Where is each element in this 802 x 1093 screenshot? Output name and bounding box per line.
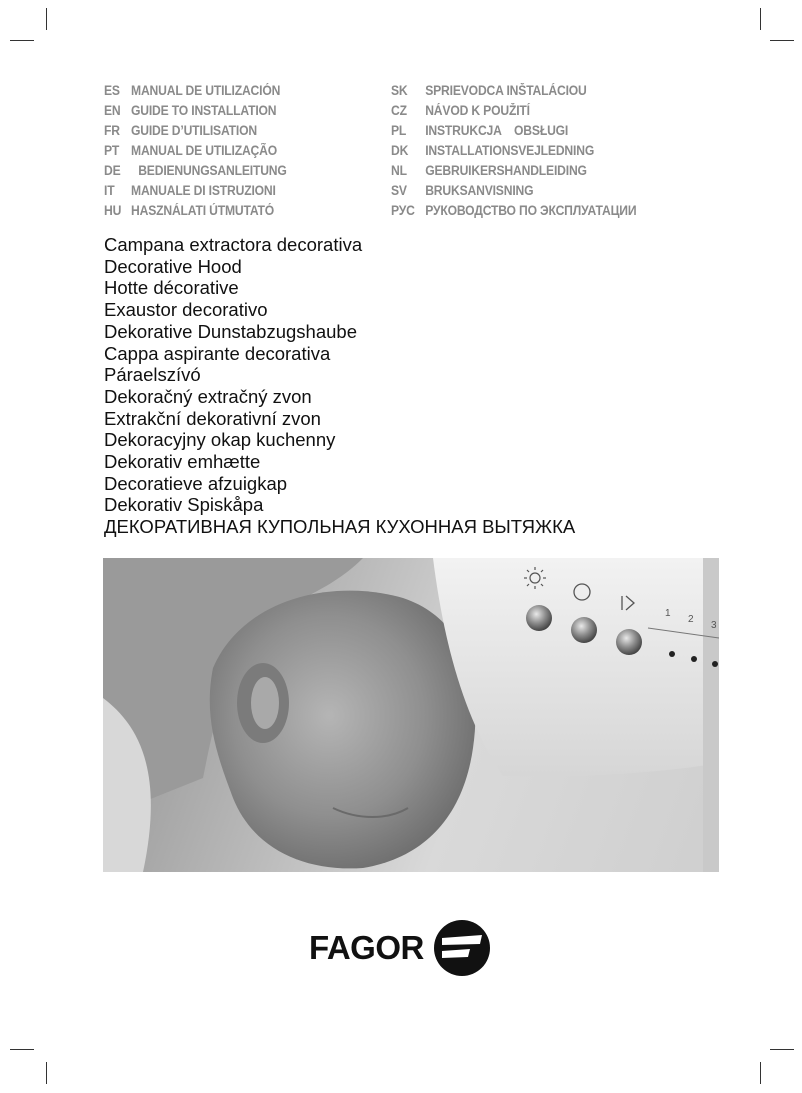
crop-mark [10,1049,34,1050]
language-code: ES [104,82,120,98]
language-entry [104,80,287,100]
language-label: BEDIENUNGSANLEITUNG [138,162,287,178]
language-entry [391,180,636,200]
language-entry [104,200,287,220]
language-entry [391,140,636,160]
language-entry [104,120,287,140]
language-list-left [104,80,307,220]
language-code: EN [104,102,121,118]
product-title: Páraelszívó [104,364,201,386]
language-entry [391,100,636,120]
product-title: Decoratieve afzuigkap [104,472,288,494]
crop-mark [46,8,47,30]
product-title: Hotte décorative [104,277,239,299]
product-title: Exaustor decorativo [104,299,268,321]
language-entry [391,200,636,220]
language-code: HU [104,202,122,218]
cover-photo [103,558,719,872]
crop-mark [760,8,761,30]
language-label: MANUALE DI ISTRUZIONI [131,182,276,198]
language-code: DE [104,162,121,178]
product-title: ДЕКОРАТИВНАЯ КУПОЛЬНАЯ КУХОННАЯ ВЫТЯЖКА [104,516,576,538]
product-title: Cappa aspirante decorativa [104,342,331,364]
language-code: PL [391,122,407,138]
language-entry [104,100,287,120]
product-title: Dekorativ Spiskåpa [104,494,264,516]
language-label: HASZNÁLATI ÚTMUTATÓ [131,202,275,218]
speed-label-2: 2 [688,614,694,625]
speed-label-3: 3 [711,620,717,631]
power-button [571,617,597,643]
language-code: SV [391,182,407,198]
language-label: РУКОВОДСТВО ПО ЭКСПЛУАТАЦИИ [425,202,637,218]
language-label: BRUKSANVISNING [425,182,534,198]
language-label: MANUAL DE UTILIZAÇÃO [131,142,278,158]
crop-mark [46,1062,47,1084]
language-label: GUIDE TO INSTALLATION [131,102,277,118]
language-code: NL [391,162,407,178]
speed-led-2 [691,656,697,662]
language-entry [104,160,287,180]
light-button [526,605,552,631]
language-code: CZ [391,102,407,118]
speed-label-1: 1 [665,608,671,619]
product-title: Dekoračný extračný zvon [104,385,312,407]
language-entry [391,120,636,140]
crop-mark [770,40,794,41]
language-code: РУС [391,202,415,218]
speed-led-1 [669,651,675,657]
language-entry [391,80,636,100]
language-label: NÁVOD K POUŽITÍ [425,102,530,118]
product-title: Campana extractora decorativa [104,234,363,255]
language-code: SK [391,82,408,98]
language-code: PT [104,142,120,158]
language-label: GEBRUIKERSHANDLEIDING [425,162,587,178]
crop-mark [10,40,34,41]
language-list-right [391,80,664,220]
crop-mark [760,1062,761,1084]
product-title: Dekorative Dunstabzugshaube [104,320,357,342]
cover-photo-illustration [103,558,719,872]
language-entry [104,180,287,200]
language-code: FR [104,122,120,138]
product-title: Decorative Hood [104,255,242,277]
language-code: IT [104,182,115,198]
language-label: SPRIEVODCA INŠTALÁCIOU [425,82,587,98]
fagor-mark-icon [432,918,492,978]
language-label: MANUAL DE UTILIZACIÓN [131,82,281,98]
brand-name: FAGOR [309,929,424,966]
language-code: DK [391,142,409,158]
product-title: Extrakční dekorativní zvon [104,407,321,429]
language-entry [104,140,287,160]
product-title: Dekorativ emhætte [104,451,261,473]
speed-led-3 [712,661,718,667]
product-title: Dekoracyjny okap kuchenny [104,429,336,451]
fagor-logo [309,918,492,978]
language-label: INSTALLATIONSVEJLEDNING [425,142,595,158]
language-label: GUIDE D’UTILISATION [131,122,257,138]
language-entry [391,160,636,180]
speed-button [616,629,642,655]
crop-mark [770,1049,794,1050]
product-title-list [104,234,575,538]
language-label: INSTRUKCJA OBSŁUGI [425,122,569,138]
